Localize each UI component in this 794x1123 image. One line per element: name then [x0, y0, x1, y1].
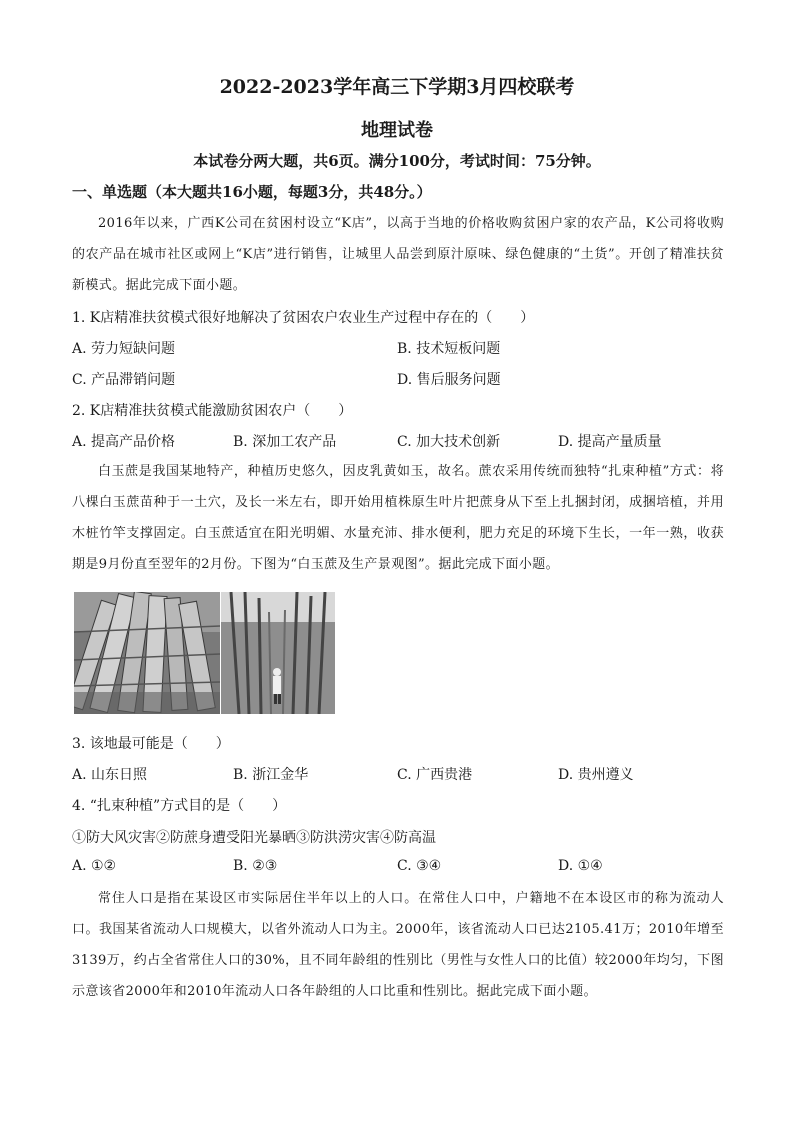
- question-2-option-a: A. 提高产品价格: [72, 434, 176, 450]
- exam-info: 本试卷分两大题，共6页。满分100分，考试时间：75分钟。: [193, 152, 601, 170]
- exam-title: 2022-2023学年高三下学期3月四校联考: [219, 76, 575, 98]
- passage-2: 白玉蔗是我国某地特产，种植历史悠久，因皮乳黄如玉，故名。蔗农采用传统而独特“扎束种植”方式：将八棵白玉蔗苗种于一土穴，及长一米左右，即开始用植株原生叶片把蔗身从下至上扎捆封闭，成捆培植，并用木桩竹竿支撑固定。白玉蔗适宜在阳光明媚、水量充沛、排水便利，肥力充足的环境下生长，一年一熟，收获期是9月份直至翌年的2月份。下图为“白玉蔗及生产景观图”。据此完成下面小题。: [72, 464, 724, 572]
- section-heading: 一、单选题（本大题共16小题，每题3分，共48分。）: [72, 183, 432, 201]
- question-3-option-b: B. 浙江金华: [233, 767, 309, 783]
- question-4-stem: 4. “扎束种植”方式目的是（ ）: [72, 798, 287, 814]
- question-1-option-a: A. 劳力短缺问题: [72, 341, 176, 357]
- question-4-option-a: A. ①②: [72, 858, 117, 874]
- sugarcane-field-photo: [221, 592, 335, 714]
- question-2-option-b: B. 深加工农产品: [233, 434, 337, 450]
- question-2-option-d: D. 提高产量质量: [558, 434, 662, 450]
- question-4-option-d: D. ①④: [558, 858, 603, 874]
- question-2-option-c: C. 加大技术创新: [397, 434, 501, 450]
- question-3-option-d: D. 贵州遵义: [558, 767, 634, 783]
- question-1-option-d: D. 售后服务问题: [397, 372, 501, 388]
- question-3-option-a: A. 山东日照: [72, 767, 148, 783]
- passage-3: 常住人口是指在某设区市实际居住半年以上的人口。在常住人口中，户籍地不在本设区市的称为流动人口。我国某省流动人口规模大，以省外流动人口为主。2000年，该省流动人口已达2105.41万；2010年增至3139万，约占全省常住人口的30%，且不同年龄组的性别比（男性与女性人口的比值）较2000年均匀，下图示意该省2000年和2010年流动人口各年龄组的人口比重和性别比。据此完成下面小题。: [72, 891, 724, 999]
- subject-title: 地理试卷: [361, 120, 433, 141]
- question-4-option-c: C. ③④: [397, 858, 442, 874]
- passage-1: 2016年以来，广西K公司在贫困村设立“K店”，以高于当地的价格收购贫困户家的农产品，K公司将收购的农产品在城市社区或网上“K店”进行销售，让城里人品尝到原汁原味、绿色健康的“土货”。开创了精准扶贫新模式。据此完成下面小题。: [72, 216, 724, 293]
- question-1-stem: 1. K店精准扶贫模式很好地解决了贫困农户农业生产过程中存在的（ ）: [72, 310, 535, 326]
- question-4-option-b: B. ②③: [233, 858, 278, 874]
- sugarcane-bundle-photo: [74, 592, 220, 714]
- question-1-option-b: B. 技术短板问题: [397, 341, 501, 357]
- question-1-option-c: C. 产品滞销问题: [72, 372, 176, 388]
- question-3-stem: 3. 该地最可能是（ ）: [72, 736, 230, 752]
- question-4-statements: ①防大风灾害②防蔗身遭受阳光暴晒③防洪涝灾害④防高温: [72, 830, 436, 846]
- question-3-option-c: C. 广西贵港: [397, 767, 473, 783]
- question-2-stem: 2. K店精准扶贫模式能激励贫困农户（ ）: [72, 403, 353, 419]
